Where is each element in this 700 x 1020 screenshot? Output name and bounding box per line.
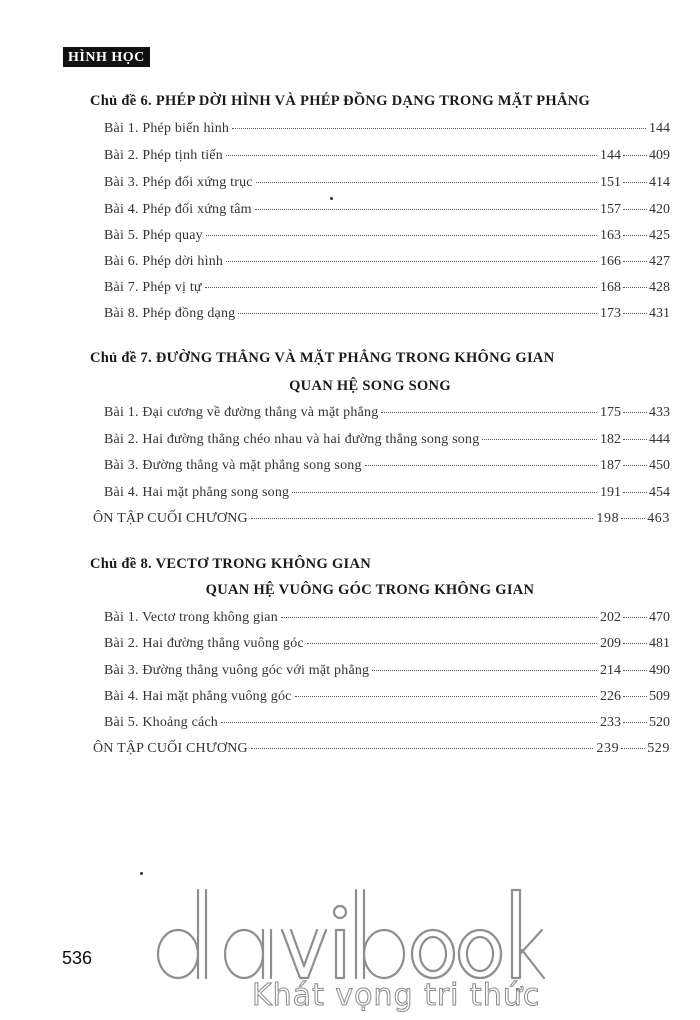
print-speck (330, 197, 333, 200)
toc-row[interactable] (104, 175, 670, 191)
page-ref: 182 (600, 432, 621, 447)
toc-row[interactable] (104, 689, 670, 705)
page-ref: 187 (600, 458, 621, 473)
solution-page-ref: 444 (649, 432, 670, 447)
solution-page-ref: 509 (649, 689, 670, 704)
print-speck (140, 872, 143, 875)
dot-leader (295, 696, 597, 697)
dot-leader (365, 465, 597, 466)
solution-page-ref: 427 (649, 254, 670, 269)
lesson-title: Bài 3. Đường thẳng và mặt phẳng song song (104, 458, 362, 473)
toc-row[interactable] (104, 610, 670, 626)
solution-page-ref: 520 (649, 715, 670, 730)
page-ref: 239 (596, 741, 620, 756)
chapter-title: ĐƯỜNG THẲNG VÀ MẶT PHẲNG TRONG KHÔNG GIAN (155, 350, 555, 366)
lesson-title: Bài 6. Phép dời hình (104, 254, 224, 269)
dot-leader (623, 209, 647, 210)
dot-leader (623, 643, 647, 644)
toc-row[interactable] (104, 280, 670, 296)
dot-leader (623, 235, 647, 236)
page-ref: 163 (600, 228, 621, 243)
solution-page-ref: 428 (649, 280, 670, 295)
dot-leader (256, 182, 597, 183)
solution-page-ref: 529 (647, 741, 670, 756)
dot-leader (205, 287, 597, 288)
solution-page-ref: 420 (649, 202, 670, 217)
dot-leader (307, 643, 597, 644)
lesson-title: Bài 1. Vectơ trong không gian (104, 610, 278, 625)
solution-page-ref: 450 (649, 458, 670, 473)
toc-row[interactable] (104, 121, 670, 137)
dot-leader (238, 313, 597, 314)
lesson-title: Bài 3. Đường thẳng vuông góc với mặt phẳng (104, 663, 370, 678)
page-ref: 226 (600, 689, 621, 704)
toc-row[interactable] (104, 202, 670, 218)
toc-review-row[interactable] (93, 741, 670, 757)
lesson-title: Bài 4. Phép đối xứng tâm (104, 202, 252, 217)
dot-leader (251, 748, 594, 749)
dot-leader (623, 670, 647, 671)
lesson-title: Bài 4. Hai mặt phẳng vuông góc (104, 689, 292, 704)
page-ref: 202 (600, 610, 621, 625)
toc-review-row[interactable] (93, 511, 670, 527)
toc-row[interactable] (104, 432, 670, 448)
page-ref: 144 (649, 121, 670, 136)
solution-page-ref: 409 (649, 148, 670, 163)
lesson-title: Bài 8. Phép đồng dạng (104, 306, 236, 321)
solution-page-ref: 431 (649, 306, 670, 321)
watermark-tagline: Khát vọng tri thức (252, 978, 541, 1013)
toc-row[interactable] (104, 148, 670, 164)
dot-leader (206, 235, 597, 236)
solution-page-ref: 463 (647, 511, 670, 526)
page-ref: 151 (600, 175, 621, 190)
page-ref: 191 (600, 485, 621, 500)
page-ref: 198 (596, 511, 620, 526)
section-tag: HÌNH HỌC (63, 47, 150, 67)
chapter-heading (90, 93, 590, 110)
chapter-label: Chủ đề 7. (90, 350, 152, 366)
dot-leader (623, 182, 647, 183)
solution-page-ref: 490 (649, 663, 670, 678)
dot-leader (251, 518, 594, 519)
chapter-subtitle: QUAN HỆ VUÔNG GÓC TRONG KHÔNG GIAN (205, 582, 535, 598)
dot-leader (381, 412, 597, 413)
chapter-title: VECTƠ TRONG KHÔNG GIAN (155, 556, 372, 572)
lesson-title: Bài 2. Hai đường thẳng vuông góc (104, 636, 304, 651)
lesson-title: Bài 2. Hai đường thẳng chéo nhau và hai đường thẳng song song (104, 432, 480, 447)
solution-page-ref: 481 (649, 636, 670, 651)
chapter-heading (90, 556, 371, 573)
dot-leader (255, 209, 597, 210)
lesson-title: Bài 3. Phép đối xứng trục (104, 175, 253, 190)
dot-leader (621, 748, 645, 749)
solution-page-ref: 470 (649, 610, 670, 625)
dot-leader (623, 313, 647, 314)
solution-page-ref: 425 (649, 228, 670, 243)
toc-row[interactable] (104, 458, 670, 474)
toc-row[interactable] (104, 715, 670, 731)
dot-leader (623, 287, 647, 288)
dot-leader (623, 261, 647, 262)
dot-leader (221, 722, 597, 723)
dot-leader (623, 492, 647, 493)
page-ref: 233 (600, 715, 621, 730)
toc-row[interactable] (104, 663, 670, 679)
page-ref: 209 (600, 636, 621, 651)
dot-leader (292, 492, 597, 493)
page-ref: 166 (600, 254, 621, 269)
page-ref: 214 (600, 663, 621, 678)
dot-leader (623, 465, 647, 466)
page-ref: 173 (600, 306, 621, 321)
page-ref: 175 (600, 405, 621, 420)
toc-row[interactable] (104, 306, 670, 322)
dot-leader (623, 155, 647, 156)
dot-leader (623, 439, 647, 440)
chapter-title: PHÉP DỜI HÌNH VÀ PHÉP ĐỒNG DẠNG TRONG MẶT PHẲNG (155, 93, 591, 109)
dot-leader (623, 696, 647, 697)
dot-leader (482, 439, 597, 440)
chapter-label: Chủ đề 8. (90, 556, 152, 572)
page-ref: 144 (600, 148, 621, 163)
dot-leader (623, 617, 647, 618)
toc-row[interactable] (104, 254, 670, 270)
toc-row[interactable] (104, 485, 670, 501)
chapter-subtitle: QUAN HỆ SONG SONG (289, 378, 451, 394)
lesson-title: Bài 4. Hai mặt phẳng song song (104, 485, 290, 500)
dot-leader (623, 412, 647, 413)
solution-page-ref: 454 (649, 485, 670, 500)
dot-leader (623, 722, 647, 723)
solution-page-ref: 414 (649, 175, 670, 190)
dot-leader (226, 261, 597, 262)
toc-row[interactable] (104, 405, 670, 421)
review-title: ÔN TẬP CUỐI CHƯƠNG (93, 511, 248, 526)
chapter-label: Chủ đề 6. (90, 93, 152, 109)
dot-leader (621, 518, 645, 519)
lesson-title: Bài 7. Phép vị tự (104, 280, 202, 295)
dot-leader (281, 617, 597, 618)
page-number: 536 (62, 948, 93, 968)
toc-row[interactable] (104, 228, 670, 244)
chapter-heading (90, 350, 554, 367)
page-ref: 157 (600, 202, 621, 217)
dot-leader (372, 670, 597, 671)
davibooks-watermark-logo (150, 882, 550, 992)
review-title: ÔN TẬP CUỐI CHƯƠNG (93, 741, 248, 756)
toc-row[interactable] (104, 636, 670, 652)
lesson-title: Bài 5. Phép quay (104, 228, 203, 243)
lesson-title: Bài 1. Phép biến hình (104, 121, 230, 136)
lesson-title: Bài 2. Phép tịnh tiến (104, 148, 223, 163)
dot-leader (232, 128, 646, 129)
lesson-title: Bài 5. Khoảng cách (104, 715, 219, 730)
page-ref: 168 (600, 280, 621, 295)
dot-leader (226, 155, 597, 156)
lesson-title: Bài 1. Đại cương về đường thẳng và mặt phẳng (104, 405, 379, 420)
solution-page-ref: 433 (649, 405, 670, 420)
